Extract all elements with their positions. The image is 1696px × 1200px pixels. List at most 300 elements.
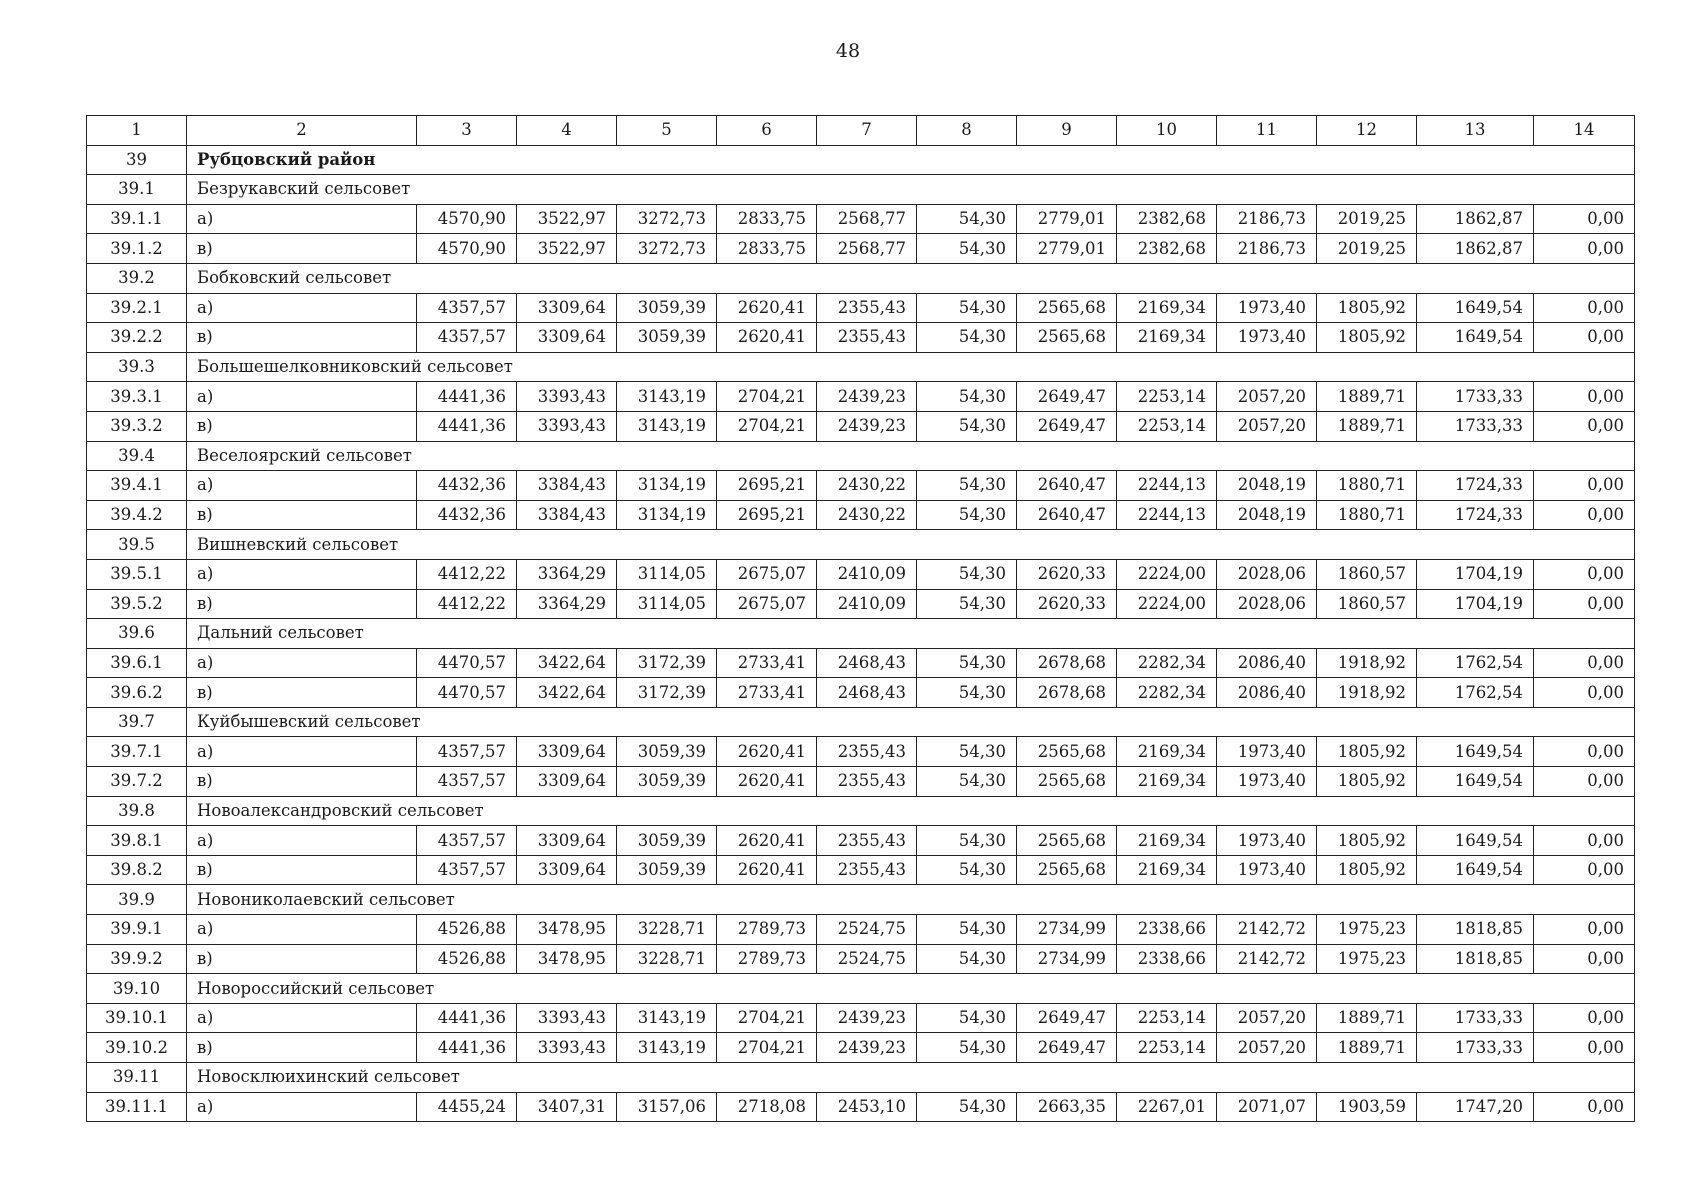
value-cell: 0,00 <box>1534 1003 1635 1033</box>
value-cell: 1880,71 <box>1317 500 1417 530</box>
column-number-cell: 8 <box>917 116 1017 146</box>
value-cell: 1649,54 <box>1417 293 1534 323</box>
value-cell: 4470,57 <box>417 648 517 678</box>
value-cell: 0,00 <box>1534 648 1635 678</box>
value-cell: 1649,54 <box>1417 323 1534 353</box>
column-number-cell: 13 <box>1417 116 1534 146</box>
value-cell: 2620,41 <box>717 737 817 767</box>
value-cell: 2142,72 <box>1217 944 1317 974</box>
value-cell: 54,30 <box>917 204 1017 234</box>
row-label: а) <box>187 826 417 856</box>
value-cell: 2789,73 <box>717 944 817 974</box>
value-cell: 1818,85 <box>1417 915 1534 945</box>
council-code: 39.2 <box>87 263 187 293</box>
council-row <box>87 974 1635 1004</box>
value-cell: 2253,14 <box>1117 1003 1217 1033</box>
row-label: а) <box>187 382 417 412</box>
value-cell: 2253,14 <box>1117 382 1217 412</box>
table-row <box>87 204 1635 234</box>
value-cell: 2524,75 <box>817 944 917 974</box>
row-label: в) <box>187 1033 417 1063</box>
row-label: а) <box>187 1092 417 1122</box>
value-cell: 2086,40 <box>1217 678 1317 708</box>
column-number-cell: 11 <box>1217 116 1317 146</box>
value-cell: 3172,39 <box>617 648 717 678</box>
row-label: а) <box>187 1003 417 1033</box>
council-name: Дальний сельсовет <box>187 619 1635 649</box>
council-name: Веселоярский сельсовет <box>187 441 1635 471</box>
value-cell: 54,30 <box>917 500 1017 530</box>
row-label: а) <box>187 204 417 234</box>
value-cell: 1762,54 <box>1417 678 1534 708</box>
value-cell: 4357,57 <box>417 767 517 797</box>
value-cell: 2224,00 <box>1117 589 1217 619</box>
district-row <box>87 145 1635 175</box>
council-name: Новониколаевский сельсовет <box>187 885 1635 915</box>
value-cell: 2649,47 <box>1017 382 1117 412</box>
value-cell: 0,00 <box>1534 559 1635 589</box>
council-code: 39.9 <box>87 885 187 915</box>
value-cell: 1805,92 <box>1317 826 1417 856</box>
value-cell: 4526,88 <box>417 915 517 945</box>
value-cell: 1649,54 <box>1417 826 1534 856</box>
value-cell: 2019,25 <box>1317 204 1417 234</box>
value-cell: 2267,01 <box>1117 1092 1217 1122</box>
row-code: 39.4.2 <box>87 500 187 530</box>
value-cell: 2640,47 <box>1017 500 1117 530</box>
value-cell: 1973,40 <box>1217 826 1317 856</box>
value-cell: 1880,71 <box>1317 471 1417 501</box>
table-row <box>87 767 1635 797</box>
column-number-cell: 9 <box>1017 116 1117 146</box>
value-cell: 54,30 <box>917 411 1017 441</box>
value-cell: 2048,19 <box>1217 500 1317 530</box>
value-cell: 3364,29 <box>517 589 617 619</box>
value-cell: 1975,23 <box>1317 915 1417 945</box>
row-code: 39.6.2 <box>87 678 187 708</box>
column-number-cell: 6 <box>717 116 817 146</box>
table-row <box>87 1092 1635 1122</box>
value-cell: 3114,05 <box>617 559 717 589</box>
value-cell: 2338,66 <box>1117 915 1217 945</box>
value-cell: 3393,43 <box>517 411 617 441</box>
value-cell: 1918,92 <box>1317 678 1417 708</box>
value-cell: 2057,20 <box>1217 1033 1317 1063</box>
value-cell: 54,30 <box>917 382 1017 412</box>
value-cell: 1805,92 <box>1317 767 1417 797</box>
table-row <box>87 915 1635 945</box>
value-cell: 2186,73 <box>1217 204 1317 234</box>
value-cell: 54,30 <box>917 559 1017 589</box>
council-code: 39.7 <box>87 707 187 737</box>
value-cell: 3309,64 <box>517 737 617 767</box>
value-cell: 0,00 <box>1534 678 1635 708</box>
row-code: 39.1.2 <box>87 234 187 264</box>
value-cell: 2733,41 <box>717 678 817 708</box>
value-cell: 2640,47 <box>1017 471 1117 501</box>
value-cell: 3309,64 <box>517 826 617 856</box>
value-cell: 2833,75 <box>717 234 817 264</box>
value-cell: 2439,23 <box>817 1033 917 1063</box>
table-row <box>87 678 1635 708</box>
column-number-row <box>87 116 1635 146</box>
council-code: 39.5 <box>87 530 187 560</box>
value-cell: 1649,54 <box>1417 767 1534 797</box>
value-cell: 2355,43 <box>817 855 917 885</box>
value-cell: 54,30 <box>917 737 1017 767</box>
value-cell: 1973,40 <box>1217 855 1317 885</box>
value-cell: 2779,01 <box>1017 204 1117 234</box>
value-cell: 2282,34 <box>1117 678 1217 708</box>
column-number-cell: 1 <box>87 116 187 146</box>
value-cell: 1889,71 <box>1317 1033 1417 1063</box>
value-cell: 2620,41 <box>717 855 817 885</box>
value-cell: 2704,21 <box>717 1033 817 1063</box>
table-row <box>87 323 1635 353</box>
council-row <box>87 796 1635 826</box>
row-code: 39.6.1 <box>87 648 187 678</box>
column-number-cell: 12 <box>1317 116 1417 146</box>
value-cell: 54,30 <box>917 826 1017 856</box>
value-cell: 2355,43 <box>817 737 917 767</box>
value-cell: 1805,92 <box>1317 737 1417 767</box>
row-code: 39.7.1 <box>87 737 187 767</box>
council-code: 39.6 <box>87 619 187 649</box>
value-cell: 0,00 <box>1534 471 1635 501</box>
value-cell: 1889,71 <box>1317 411 1417 441</box>
value-cell: 54,30 <box>917 855 1017 885</box>
value-cell: 4432,36 <box>417 500 517 530</box>
table-row <box>87 826 1635 856</box>
value-cell: 2620,41 <box>717 323 817 353</box>
value-cell: 4412,22 <box>417 559 517 589</box>
value-cell: 3522,97 <box>517 204 617 234</box>
value-cell: 4357,57 <box>417 826 517 856</box>
value-cell: 0,00 <box>1534 293 1635 323</box>
value-cell: 2028,06 <box>1217 559 1317 589</box>
council-code: 39.11 <box>87 1063 187 1093</box>
value-cell: 1747,20 <box>1417 1092 1534 1122</box>
row-code: 39.11.1 <box>87 1092 187 1122</box>
value-cell: 3228,71 <box>617 944 717 974</box>
value-cell: 1860,57 <box>1317 559 1417 589</box>
value-cell: 1903,59 <box>1317 1092 1417 1122</box>
value-cell: 1889,71 <box>1317 382 1417 412</box>
value-cell: 1733,33 <box>1417 1003 1534 1033</box>
value-cell: 2430,22 <box>817 471 917 501</box>
value-cell: 2565,68 <box>1017 767 1117 797</box>
value-cell: 2028,06 <box>1217 589 1317 619</box>
value-cell: 2524,75 <box>817 915 917 945</box>
value-cell: 2382,68 <box>1117 204 1217 234</box>
value-cell: 1862,87 <box>1417 204 1534 234</box>
row-label: в) <box>187 500 417 530</box>
value-cell: 4412,22 <box>417 589 517 619</box>
value-cell: 3143,19 <box>617 1003 717 1033</box>
value-cell: 1889,71 <box>1317 1003 1417 1033</box>
value-cell: 3272,73 <box>617 234 717 264</box>
value-cell: 2086,40 <box>1217 648 1317 678</box>
value-cell: 3059,39 <box>617 323 717 353</box>
row-code: 39.3.2 <box>87 411 187 441</box>
value-cell: 54,30 <box>917 1003 1017 1033</box>
value-cell: 54,30 <box>917 1092 1017 1122</box>
value-cell: 1973,40 <box>1217 323 1317 353</box>
value-cell: 0,00 <box>1534 855 1635 885</box>
value-cell: 3393,43 <box>517 1003 617 1033</box>
value-cell: 1649,54 <box>1417 855 1534 885</box>
value-cell: 3364,29 <box>517 559 617 589</box>
council-name: Большешелковниковский сельсовет <box>187 352 1635 382</box>
value-cell: 3478,95 <box>517 944 617 974</box>
value-cell: 1973,40 <box>1217 767 1317 797</box>
value-cell: 54,30 <box>917 589 1017 619</box>
value-cell: 54,30 <box>917 471 1017 501</box>
row-label: а) <box>187 737 417 767</box>
council-row <box>87 619 1635 649</box>
value-cell: 4441,36 <box>417 1033 517 1063</box>
table-row <box>87 648 1635 678</box>
value-cell: 2169,34 <box>1117 767 1217 797</box>
value-cell: 2453,10 <box>817 1092 917 1122</box>
value-cell: 3407,31 <box>517 1092 617 1122</box>
value-cell: 2282,34 <box>1117 648 1217 678</box>
column-number-cell: 4 <box>517 116 617 146</box>
value-cell: 2733,41 <box>717 648 817 678</box>
value-cell: 4570,90 <box>417 234 517 264</box>
value-cell: 2568,77 <box>817 204 917 234</box>
council-code: 39.4 <box>87 441 187 471</box>
value-cell: 4357,57 <box>417 737 517 767</box>
table-row <box>87 1033 1635 1063</box>
value-cell: 0,00 <box>1534 323 1635 353</box>
value-cell: 54,30 <box>917 1033 1017 1063</box>
value-cell: 2565,68 <box>1017 293 1117 323</box>
value-cell: 3422,64 <box>517 678 617 708</box>
value-cell: 2071,07 <box>1217 1092 1317 1122</box>
council-name: Новоалександровский сельсовет <box>187 796 1635 826</box>
value-cell: 1805,92 <box>1317 855 1417 885</box>
value-cell: 1918,92 <box>1317 648 1417 678</box>
value-cell: 3309,64 <box>517 855 617 885</box>
value-cell: 4526,88 <box>417 944 517 974</box>
value-cell: 2057,20 <box>1217 1003 1317 1033</box>
value-cell: 2663,35 <box>1017 1092 1117 1122</box>
value-cell: 2678,68 <box>1017 678 1117 708</box>
row-code: 39.2.2 <box>87 323 187 353</box>
row-code: 39.10.2 <box>87 1033 187 1063</box>
value-cell: 0,00 <box>1534 1092 1635 1122</box>
value-cell: 2675,07 <box>717 589 817 619</box>
table-row <box>87 944 1635 974</box>
table-row <box>87 293 1635 323</box>
row-code: 39.5.1 <box>87 559 187 589</box>
value-cell: 2169,34 <box>1117 737 1217 767</box>
value-cell: 2565,68 <box>1017 737 1117 767</box>
value-cell: 2565,68 <box>1017 855 1117 885</box>
value-cell: 54,30 <box>917 944 1017 974</box>
table-row <box>87 589 1635 619</box>
council-row <box>87 1063 1635 1093</box>
value-cell: 1733,33 <box>1417 411 1534 441</box>
value-cell: 4455,24 <box>417 1092 517 1122</box>
row-label: в) <box>187 411 417 441</box>
row-label: в) <box>187 589 417 619</box>
value-cell: 2565,68 <box>1017 826 1117 856</box>
value-cell: 54,30 <box>917 767 1017 797</box>
column-number-cell: 5 <box>617 116 717 146</box>
value-cell: 2169,34 <box>1117 293 1217 323</box>
row-code: 39.2.1 <box>87 293 187 323</box>
value-cell: 1805,92 <box>1317 293 1417 323</box>
row-label: а) <box>187 559 417 589</box>
value-cell: 54,30 <box>917 293 1017 323</box>
value-cell: 2675,07 <box>717 559 817 589</box>
row-label: в) <box>187 678 417 708</box>
value-cell: 1805,92 <box>1317 323 1417 353</box>
row-label: в) <box>187 234 417 264</box>
table-row <box>87 411 1635 441</box>
value-cell: 54,30 <box>917 648 1017 678</box>
value-cell: 4470,57 <box>417 678 517 708</box>
value-cell: 2468,43 <box>817 648 917 678</box>
value-cell: 0,00 <box>1534 737 1635 767</box>
value-cell: 2789,73 <box>717 915 817 945</box>
value-cell: 2169,34 <box>1117 826 1217 856</box>
value-cell: 0,00 <box>1534 500 1635 530</box>
value-cell: 2169,34 <box>1117 855 1217 885</box>
value-cell: 4357,57 <box>417 293 517 323</box>
value-cell: 3134,19 <box>617 471 717 501</box>
value-cell: 3059,39 <box>617 855 717 885</box>
value-cell: 3228,71 <box>617 915 717 945</box>
value-cell: 3393,43 <box>517 1033 617 1063</box>
value-cell: 54,30 <box>917 234 1017 264</box>
row-code: 39.1.1 <box>87 204 187 234</box>
value-cell: 2019,25 <box>1317 234 1417 264</box>
value-cell: 2410,09 <box>817 559 917 589</box>
row-label: а) <box>187 915 417 945</box>
row-label: а) <box>187 471 417 501</box>
row-label: в) <box>187 855 417 885</box>
value-cell: 3059,39 <box>617 293 717 323</box>
value-cell: 2649,47 <box>1017 1033 1117 1063</box>
value-cell: 2048,19 <box>1217 471 1317 501</box>
value-cell: 3384,43 <box>517 471 617 501</box>
value-cell: 0,00 <box>1534 915 1635 945</box>
value-cell: 3272,73 <box>617 204 717 234</box>
council-row <box>87 263 1635 293</box>
table-row <box>87 234 1635 264</box>
value-cell: 2704,21 <box>717 411 817 441</box>
value-cell: 3309,64 <box>517 323 617 353</box>
value-cell: 0,00 <box>1534 234 1635 264</box>
table-body <box>87 116 1635 1122</box>
value-cell: 0,00 <box>1534 767 1635 797</box>
value-cell: 1724,33 <box>1417 500 1534 530</box>
value-cell: 2338,66 <box>1117 944 1217 974</box>
value-cell: 1975,23 <box>1317 944 1417 974</box>
value-cell: 1704,19 <box>1417 589 1534 619</box>
value-cell: 2355,43 <box>817 767 917 797</box>
district-code: 39 <box>87 145 187 175</box>
row-code: 39.8.2 <box>87 855 187 885</box>
value-cell: 0,00 <box>1534 589 1635 619</box>
value-cell: 4441,36 <box>417 382 517 412</box>
value-cell: 3134,19 <box>617 500 717 530</box>
value-cell: 3522,97 <box>517 234 617 264</box>
value-cell: 1733,33 <box>1417 1033 1534 1063</box>
council-name: Новосклюихинский сельсовет <box>187 1063 1635 1093</box>
page-number: 48 <box>835 40 861 62</box>
value-cell: 2244,13 <box>1117 500 1217 530</box>
value-cell: 1862,87 <box>1417 234 1534 264</box>
value-cell: 3114,05 <box>617 589 717 619</box>
value-cell: 0,00 <box>1534 204 1635 234</box>
column-number-cell: 3 <box>417 116 517 146</box>
column-number-cell: 2 <box>187 116 417 146</box>
value-cell: 2620,41 <box>717 293 817 323</box>
column-number-cell: 7 <box>817 116 917 146</box>
value-cell: 2410,09 <box>817 589 917 619</box>
table-row <box>87 500 1635 530</box>
value-cell: 1649,54 <box>1417 737 1534 767</box>
value-cell: 2649,47 <box>1017 411 1117 441</box>
value-cell: 4570,90 <box>417 204 517 234</box>
value-cell: 4357,57 <box>417 323 517 353</box>
value-cell: 2620,33 <box>1017 589 1117 619</box>
value-cell: 2186,73 <box>1217 234 1317 264</box>
value-cell: 2430,22 <box>817 500 917 530</box>
row-label: а) <box>187 293 417 323</box>
value-cell: 3422,64 <box>517 648 617 678</box>
value-cell: 0,00 <box>1534 944 1635 974</box>
value-cell: 1704,19 <box>1417 559 1534 589</box>
row-label: в) <box>187 323 417 353</box>
council-name: Безрукавский сельсовет <box>187 175 1635 205</box>
council-row <box>87 352 1635 382</box>
value-cell: 2142,72 <box>1217 915 1317 945</box>
value-cell: 2620,41 <box>717 767 817 797</box>
value-cell: 4441,36 <box>417 1003 517 1033</box>
row-code: 39.7.2 <box>87 767 187 797</box>
council-name: Бобковский сельсовет <box>187 263 1635 293</box>
value-cell: 2439,23 <box>817 411 917 441</box>
value-cell: 2468,43 <box>817 678 917 708</box>
value-cell: 2355,43 <box>817 826 917 856</box>
row-code: 39.8.1 <box>87 826 187 856</box>
value-cell: 2649,47 <box>1017 1003 1117 1033</box>
council-name: Новороссийский сельсовет <box>187 974 1635 1004</box>
row-code: 39.9.1 <box>87 915 187 945</box>
value-cell: 1973,40 <box>1217 293 1317 323</box>
value-cell: 2620,41 <box>717 826 817 856</box>
table-row <box>87 737 1635 767</box>
value-cell: 2253,14 <box>1117 1033 1217 1063</box>
value-cell: 3478,95 <box>517 915 617 945</box>
value-cell: 54,30 <box>917 915 1017 945</box>
value-cell: 2169,34 <box>1117 323 1217 353</box>
council-row <box>87 530 1635 560</box>
row-label: а) <box>187 648 417 678</box>
council-code: 39.3 <box>87 352 187 382</box>
value-cell: 0,00 <box>1534 411 1635 441</box>
value-cell: 1724,33 <box>1417 471 1534 501</box>
table-row <box>87 471 1635 501</box>
value-cell: 3384,43 <box>517 500 617 530</box>
council-name: Вишневский сельсовет <box>187 530 1635 560</box>
value-cell: 54,30 <box>917 678 1017 708</box>
